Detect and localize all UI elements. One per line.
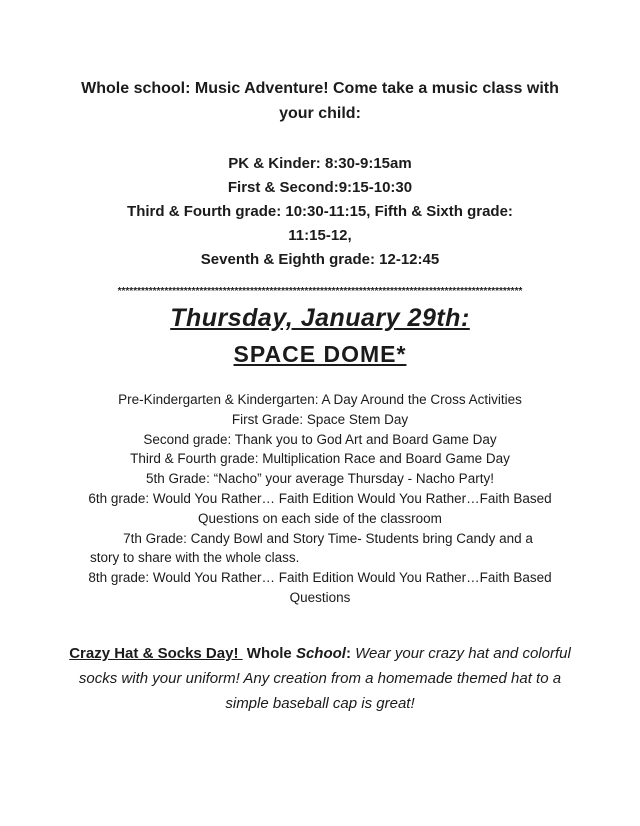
music-adventure-section (0, 76, 640, 272)
crazy-hat-section (30, 641, 610, 716)
schedule-line: Seventh & Eighth grade: 12-12:45 (200, 251, 440, 268)
activity-line: 8th grade: Would You Rather… Faith Edition Would You Rather…Faith Based (88, 570, 552, 586)
crazy-hat-heading: Crazy Hat & Socks Day! (69, 644, 239, 662)
activity-line: Pre-Kindergarten & Kindergarten: A Day Around the Cross Activities (118, 392, 522, 407)
school-label: School (295, 644, 346, 662)
crazy-hat-line (30, 641, 610, 666)
activity-line: Questions on each side of the classroom (198, 510, 442, 526)
activity-line: First Grade: Space Stem Day (231, 411, 409, 427)
schedule-line: PK & Kinder: 8:30-9:15am (228, 155, 412, 172)
colon: : (345, 644, 351, 662)
activity-line: 5th Grade: “Nacho” your average Thursday - Nacho Party! (146, 471, 494, 487)
music-title-line: Whole school: Music Adventure! Come take a music class with (81, 80, 559, 97)
activity-line: story to share with the whole class. (90, 550, 300, 566)
crazy-hat-line: simple baseball cap is great! (225, 694, 415, 712)
activities-list (30, 390, 610, 608)
whole-label: Whole (246, 644, 292, 662)
music-title (30, 76, 610, 126)
music-schedule (30, 152, 610, 272)
music-title-line: your child: (279, 105, 361, 122)
crazy-hat-line: socks with your uniform! Any creation from a homemade themed hat to a (78, 669, 562, 687)
activity-line: Second grade: Thank you to God Art and Board Game Day (143, 431, 497, 447)
activity-line: Questions (289, 589, 351, 605)
event-heading: SPACE DOME* (233, 341, 407, 367)
asterisk-divider: ******************************************************************************************************** (117, 286, 523, 297)
activity-line: 6th grade: Would You Rather… Faith Edition Would You Rather…Faith Based (88, 490, 552, 506)
activity-line: Third & Fourth grade: Multiplication Race and Board Game Day (130, 451, 510, 467)
schedule-line: Third & Fourth grade: 10:30-11:15, Fifth & Sixth grade: (127, 203, 513, 220)
date-heading: Thursday, January 29th: (170, 304, 470, 332)
activity-line: 7th Grade: Candy Bowl and Story Time- Students bring Candy and a (123, 530, 533, 546)
underlined-space (238, 645, 242, 662)
schedule-line: First & Second:9:15-10:30 (227, 179, 413, 196)
schedule-line: 11:15-12, (288, 227, 352, 244)
crazy-hat-text: Wear your crazy hat and colorful (355, 644, 571, 662)
thursday-section (0, 286, 640, 608)
